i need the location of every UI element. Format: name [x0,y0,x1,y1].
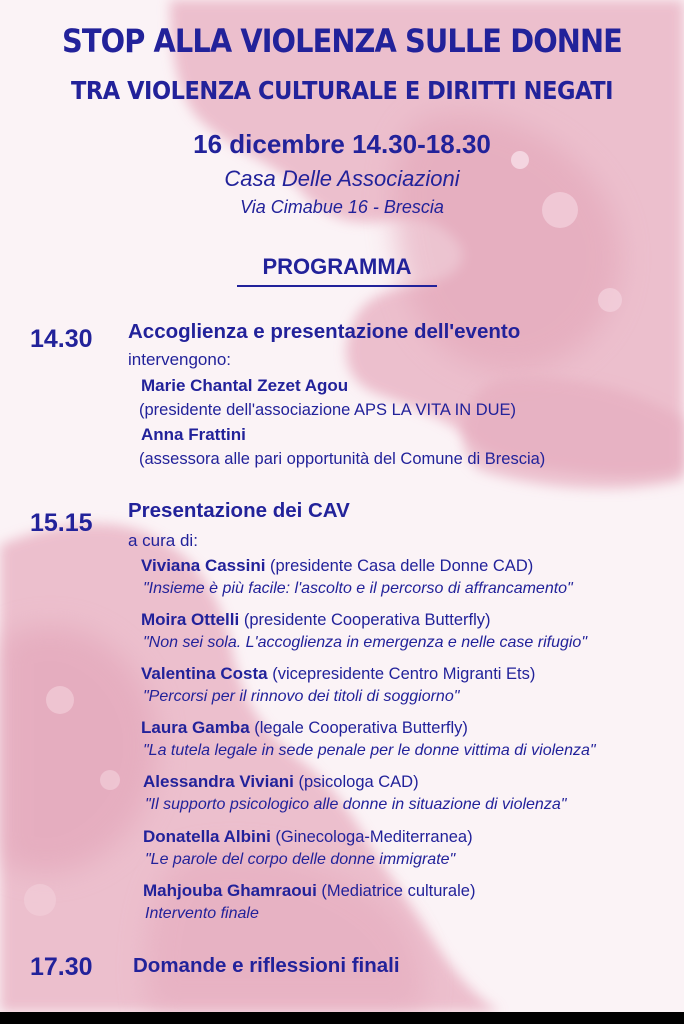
section2-title: Presentazione dei CAV [128,499,350,522]
speaker-role: (Mediatrice culturale) [316,882,476,900]
speaker-line [143,881,475,901]
speaker-topic: "Il supporto psicologico alle donne in situazione di violenza" [145,796,567,813]
speaker-topic: Intervento finale [145,905,259,922]
speaker-topic: "Percorsi per il rinnovo dei titoli di soggiorno" [143,688,460,705]
section1-title: Accoglienza e presentazione dell'evento [128,320,521,343]
speaker-role: (presidente Cooperativa Butterfly) [239,611,491,629]
event-subtitle: TRA VIOLENZA CULTURALE E DIRITTI NEGATI [70,76,614,105]
event-date: 16 dicembre 14.30-18.30 [193,129,491,159]
event-venue: Casa Delle Associazioni [224,166,460,191]
speaker-name: Alessandra Viviani [143,772,294,791]
section1-time: 14.30 [30,325,93,353]
speaker-name: Donatella Albini [143,827,271,846]
programma-heading: PROGRAMMA [262,254,412,279]
speaker-role: (assessora alle pari opportunità del Comune di Brescia) [139,450,546,468]
speaker-line [143,827,473,847]
speaker-name: Moira Ottelli [141,610,240,629]
speaker-name: Valentina Costa [141,664,268,683]
speaker-topic: "Non sei sola. L'accoglienza in emergenza e nelle case rifugio" [143,634,587,651]
section1-intro: intervengono: [128,350,232,369]
speaker-topic: "Insieme è più facile: l'ascolto e il percorso di affrancamento" [143,580,573,597]
speaker-role: (psicologa CAD) [293,773,419,791]
speaker-line [141,664,535,684]
speaker-role: (legale Cooperativa Butterfly) [249,719,468,737]
speaker-line [141,556,533,576]
speaker-topic: "Le parole del corpo delle donne immigrate" [145,851,456,868]
speaker-name: Viviana Cassini [141,556,266,575]
speaker-name: Mahjouba Ghamraoui [143,881,317,900]
speaker-name: Marie Chantal Zezet Agou [141,376,349,395]
section2-time: 15.15 [30,509,93,537]
speaker-role: (Ginecologa-Mediterranea) [270,828,473,846]
speaker-line [141,610,491,630]
speaker-name: Anna Frattini [141,425,246,444]
event-address: Via Cimabue 16 - Brescia [240,197,444,217]
speaker-topic: "La tutela legale in sede penale per le donne vittima di violenza" [143,742,596,759]
speaker-role: (presidente dell'associazione APS LA VITA IN DUE) [139,401,517,419]
speaker-role: (presidente Casa delle Donne CAD) [265,557,534,575]
speaker-line [141,718,468,738]
event-title: STOP ALLA VIOLENZA SULLE DONNE [62,22,622,60]
speaker-name: Laura Gamba [141,718,250,737]
speaker-role: (vicepresidente Centro Migranti Ets) [267,665,536,683]
section3-title: Domande e riflessioni finali [133,954,400,977]
speaker-line [143,772,419,792]
heading-underline [237,285,437,287]
bottom-bar [0,1012,684,1024]
section3-time: 17.30 [30,953,93,981]
section2-intro: a cura di: [128,531,198,550]
